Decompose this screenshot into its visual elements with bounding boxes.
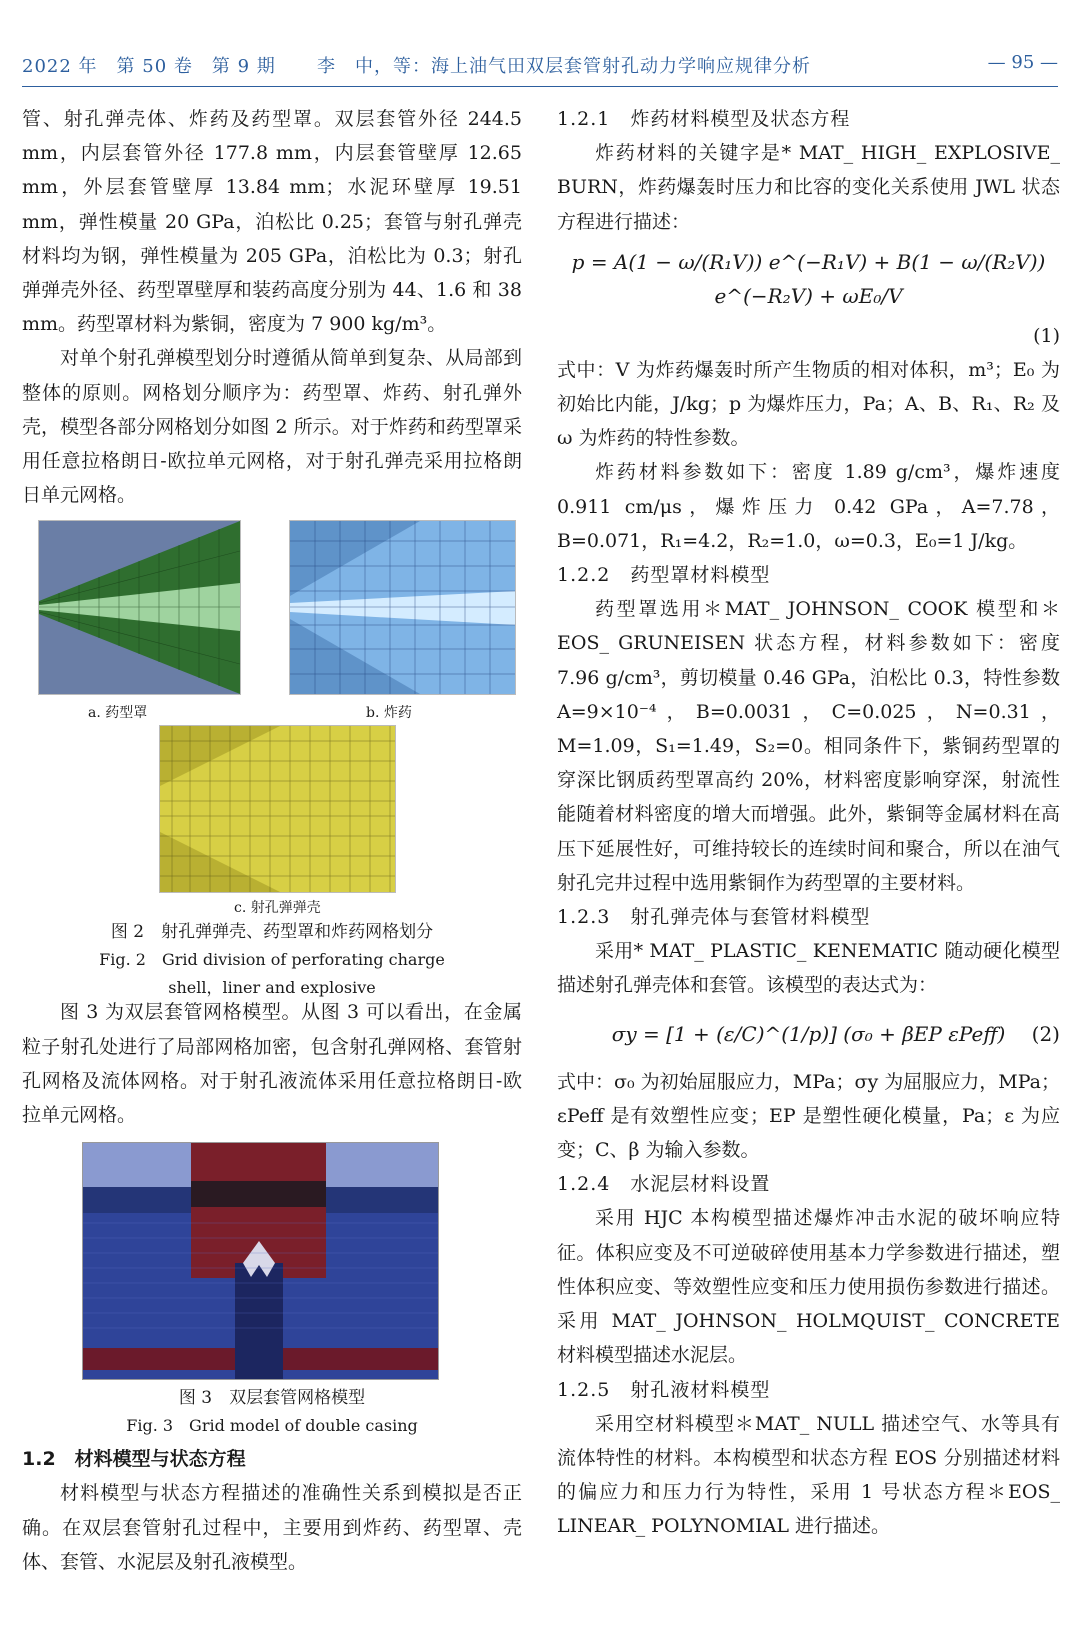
paragraph: 采用 HJC 本构模型描述爆炸冲击水泥的破坏响应特征。体积应变及不可逆破碎使用基本力学参数进行描述，塑性体积应变、等效塑性应变和压力使用损伤参数进行描述。采用 MAT_ JOHNSON_ HOLMQUIST_ CONCRETE 材料模型描述水泥层。: [557, 1207, 1060, 1367]
figure-3-caption-en: Fig. 3 Grid model of double casing: [126, 1416, 418, 1436]
explosive-mesh-image: [289, 520, 516, 695]
equation-1-number: (1): [1033, 324, 1060, 347]
subfigure-label-a: a. 药型罩: [88, 705, 148, 722]
liner-mesh-image: [38, 520, 241, 695]
right-column: [557, 102, 1060, 1544]
shell-mesh-image: [159, 725, 396, 893]
figure-3-caption-cn: 图 3 双层套管网格模型: [178, 1388, 366, 1409]
paragraph: 炸药材料参数如下：密度 1.89 g/cm³，爆炸速度 0.911 cm/μs，爆炸压力 0.42 GPa，A=7.78，B=0.071，R₁=4.2，R₂=1.0，ω=0.3，E₀=1 J/kg。: [557, 461, 1060, 552]
header-rule: [22, 86, 1058, 87]
equation-2-number: (2): [1031, 1021, 1060, 1046]
figure-3: [22, 1142, 522, 1442]
equation-1: [557, 245, 1060, 313]
left-column: [22, 102, 522, 1579]
journal-issue: 2022 年 第 50 卷 第 9 期: [22, 56, 276, 77]
section-heading-1-2-1: 1.2.1 炸药材料模型及状态方程: [557, 108, 851, 130]
paragraph: 炸药材料的关键字是* MAT_ HIGH_ EXPLOSIVE_ BURN，炸药爆轰时压力和比容的变化关系使用 JWL 状态方程进行描述：: [557, 142, 1060, 233]
paragraph: 图 3 为双层套管网格模型。从图 3 可以看出，在金属粒子射孔处进行了局部网格加密，包含射孔弹网格、套管射孔网格及流体网格。对于射孔液流体采用任意拉格朗日-欧拉单元网格。: [22, 1001, 522, 1127]
section-heading-1-2-5: 1.2.5 射孔液材料模型: [557, 1378, 771, 1401]
page-number: — 95 —: [987, 52, 1058, 73]
paragraph: 式中：σ₀ 为初始屈服应力，MPa；σy 为屈服应力，MPa；εPeff 是有效塑性应变；EP 是塑性硬化模量，Pa；ε 为应变；C、β 为输入参数。: [557, 1070, 1060, 1162]
figure-2-caption-en-2: shell，liner and explosive: [168, 978, 376, 998]
paragraph: 采用* MAT_ PLASTIC_ KENEMATIC 随动硬化模型描述射孔弹壳体和套管。该模型的表达式为：: [557, 940, 1060, 997]
paragraph: 对单个射孔弹模型划分时遵循从简单到复杂、从局部到整体的原则。网格划分顺序为：药型罩、炸药、射孔弹外壳，模型各部分网格划分如图 2 所示。对于炸药和药型罩采用任意拉格朗日-欧拉单元网格，对于射孔弹壳采用拉格朗日单元网格。: [22, 347, 522, 507]
paragraph: 采用空材料模型＊MAT_ NULL 描述空气、水等具有流体特性的材料。本构模型和状态方程 EOS 分别描述材料的偏应力和压力行为特性，采用 1 号状态方程＊EOS_ LINEAR_ POLYNOMIAL 进行描述。: [557, 1412, 1060, 1538]
article-title: 李 中，等：海上油气田双层套管射孔动力学响应规律分析: [317, 56, 811, 77]
equation-2-body: σy = [1 + (ε/C)^(1/p)] (σ₀ + βEP εPeff): [611, 1021, 1006, 1046]
paragraph: 管、射孔弹壳体、炸药及药型罩。双层套管外径 244.5 mm，内层套管外径 177.8 mm，内层套管壁厚 12.65 mm，外层套管壁厚 13.84 mm；水泥环壁厚 19.51 mm，弹性模量 20 GPa，泊松比 0.25；套管与射孔弹壳材料均为钢，弹性模量为 205 GPa，泊松比为 0.3；射孔弹弹壳外径、药型罩壁厚和装药高度分别为 44、1.6 和 38 mm。药型罩材料为紫铜，密度为 7 900 kg/m³。: [22, 108, 522, 336]
double-casing-mesh-image: [82, 1142, 439, 1380]
paragraph: 材料模型与状态方程描述的准确性关系到模拟是否正确。在双层套管射孔过程中，主要用到炸药、药型罩、壳体、套管、水泥层及射孔液模型。: [22, 1482, 522, 1573]
figure-2-caption-en-1: Fig. 2 Grid division of perforating charge: [99, 950, 445, 970]
subfigure-label-c: c. 射孔弹弹壳: [234, 900, 321, 917]
running-header: [22, 52, 1058, 84]
section-heading-1-2-2: 1.2.2 药型罩材料模型: [557, 564, 771, 587]
figure-2: [22, 520, 522, 998]
equation-1-body: p = A(1 − ω/(R₁V)) e^(−R₁V) + B(1 − ω/(R₂V)) e^(−R₂V) + ωE₀/V: [571, 249, 1046, 308]
paragraph: 药型罩选用＊MAT_ JOHNSON_ COOK 模型和＊EOS_ GRUNEISEN 状态方程，材料参数如下：密度 7.96 g/cm³，剪切模量 0.46 GPa，泊松比 0.3，特性参数 A=9×10⁻⁴，B=0.0031，C=0.025，N=0.31，M=1.09，S₁=1.49，S₂=0。相同条件下，紫铜药型罩的穿深比钢质药型罩高约 20%，材料密度影响穿深，射流性能随着材料密度的增大而增强。此外，紫铜等金属材料在高压下延展性好，可维持较长的连续时间和聚合，所以在油气射孔完井过程中选用紫铜作为药型罩的主要材料。: [557, 598, 1060, 894]
paragraph: 式中：V 为炸药爆轰时所产生物质的相对体积，m³；E₀ 为初始比内能，J/kg；p 为爆炸压力，Pa；A、B、R₁、R₂ 及 ω 为炸药的特性参数。: [557, 358, 1060, 450]
equation-2: [557, 1017, 1060, 1051]
figure-2-caption-cn: 图 2 射孔弹弹壳、药型罩和炸药网格划分: [110, 922, 434, 943]
section-heading-1-2: 1.2 材料模型与状态方程: [22, 1448, 246, 1471]
section-heading-1-2-4: 1.2.4 水泥层材料设置: [557, 1173, 771, 1196]
section-heading-1-2-3: 1.2.3 射孔弹壳体与套管材料模型: [557, 906, 871, 929]
subfigure-label-b: b. 炸药: [366, 705, 412, 722]
